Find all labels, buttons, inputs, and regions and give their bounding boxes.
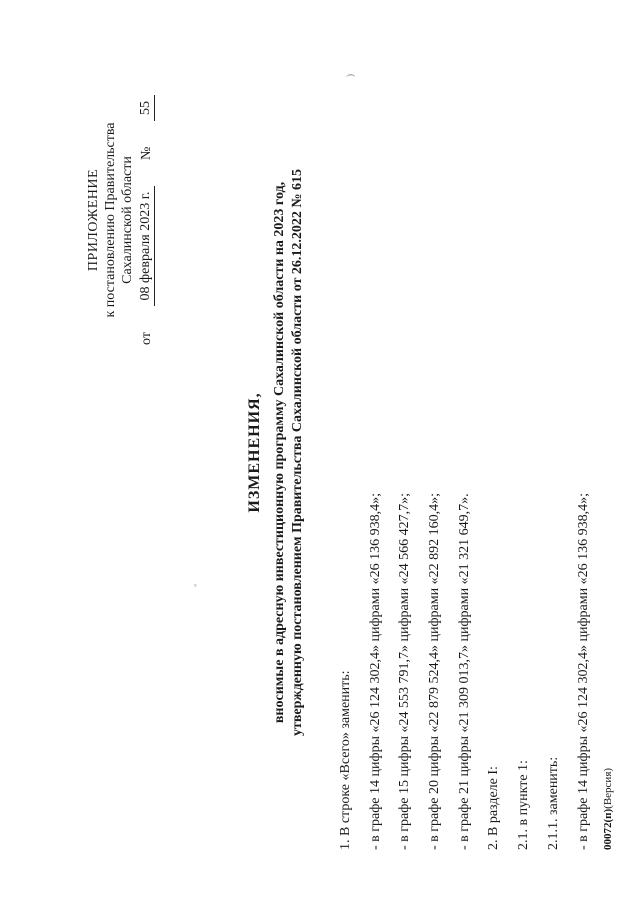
list-item: 2. В разделе I: xyxy=(486,766,502,850)
document-subtitle-line-1: вносимые в адресную инвестиционную программу Сахалинской области на 2023 год, xyxy=(272,181,287,724)
list-item: - в графе 21 цифры «21 309 013,7» цифрами «21 321 649,7». xyxy=(456,493,472,850)
list-item: - в графе 20 цифры «22 879 524,4» цифрами «22 892 160,4»; xyxy=(427,493,443,850)
list-item: 1. В строке «Всего» заменить: xyxy=(338,670,353,850)
document-title: ИЗМЕНЕНИЯ, xyxy=(246,392,263,513)
form-code: 00072(п) xyxy=(602,808,614,850)
list-item: - в графе 14 цифры «26 124 302,4» цифрами «26 136 938,4»; xyxy=(575,493,591,850)
appendix-header xyxy=(85,95,155,345)
list-item: 2.1. в пункте 1: xyxy=(516,760,532,850)
list-item: 2.1.1. заменить: xyxy=(545,756,561,850)
appendix-line-2: Сахалинской области xyxy=(120,156,135,284)
document-subtitle-line-2: утвержденную постановлением Правительства Сахалинской области от 26.12.2022 № 615 xyxy=(290,169,305,737)
changes-list xyxy=(331,210,598,850)
resolution-number: 55 xyxy=(137,95,155,121)
footer-code xyxy=(602,768,614,850)
resolution-date: 08 февраля 2023 г. xyxy=(137,186,155,307)
scan-speck: ◦ xyxy=(190,583,200,587)
scan-speck: ) xyxy=(345,74,355,77)
date-prefix: от xyxy=(139,332,154,345)
appendix-line-1: к постановлению Правительства xyxy=(103,122,118,318)
version-label: (Версия) xyxy=(602,767,614,809)
list-item: - в графе 15 цифры «24 553 791,7» цифрами «24 566 427,7»; xyxy=(397,493,413,850)
appendix-date-row xyxy=(137,95,155,345)
number-prefix: № xyxy=(139,146,154,160)
list-item: - в графе 14 цифры «26 124 302,4» цифрами «26 136 938,4»; xyxy=(367,493,383,850)
appendix-title: ПРИЛОЖЕНИЕ xyxy=(86,168,101,272)
